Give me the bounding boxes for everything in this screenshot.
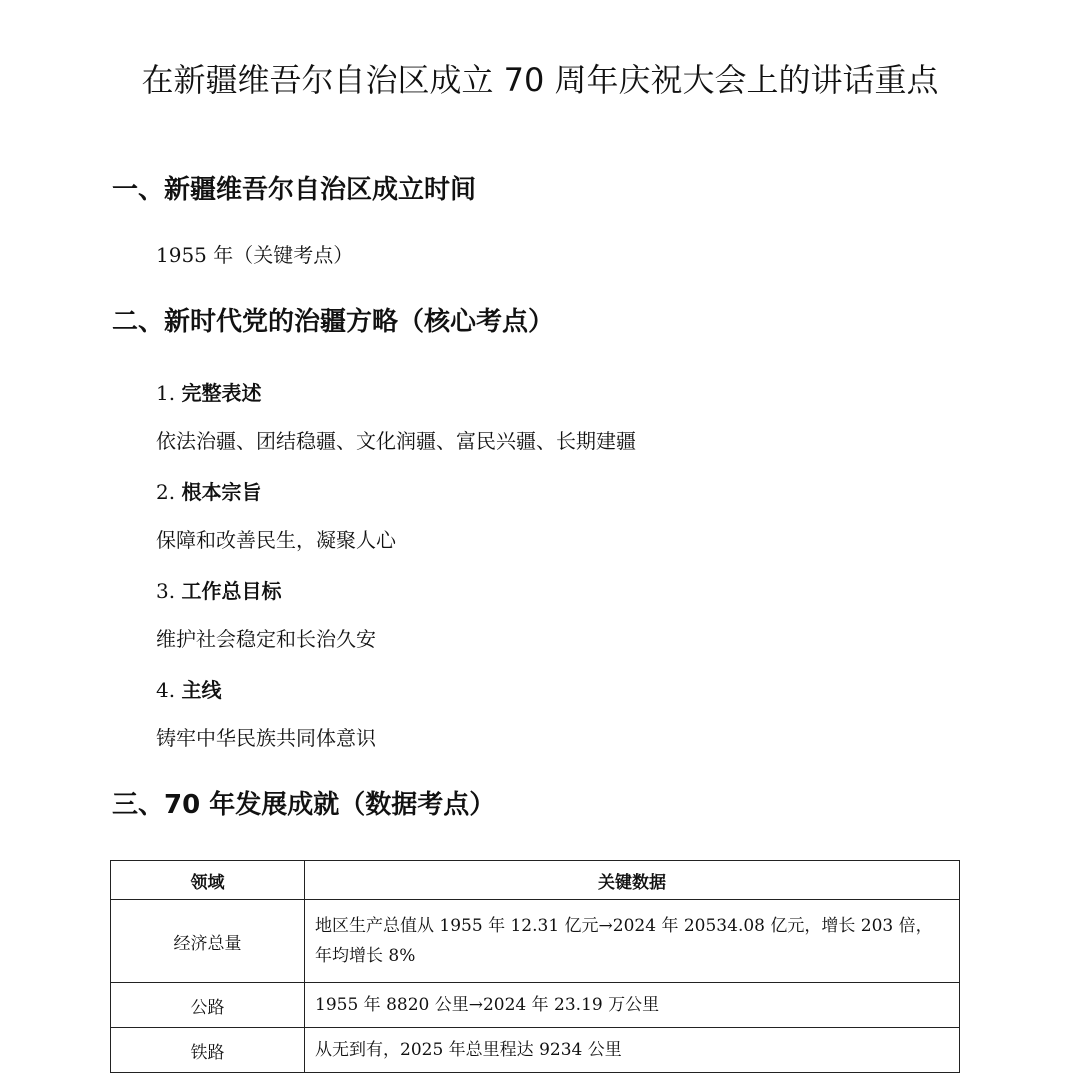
table-cell-data: 地区生产总值从 1955 年 12.31 亿元→2024 年 20534.08 亿元，增长 203 倍，年均增长 8% [305,900,960,983]
item-1-text: 依法治疆、团结稳疆、文化润疆、富民兴疆、长期建疆 [156,429,636,453]
item-3-text: 维护社会稳定和长治久安 [156,627,376,651]
table-cell-field: 铁路 [111,1028,305,1073]
table-row [111,983,960,1028]
section-2-heading: 二、新时代党的治疆方略（核心考点） [112,307,555,337]
item-3-number: 3. [156,579,176,603]
table-cell-field: 经济总量 [111,900,305,983]
table-cell-data: 从无到有，2025 年总里程达 9234 公里 [305,1028,960,1073]
item-3-label: 工作总目标 [181,579,282,603]
table-header-data: 关键数据 [305,861,960,900]
table-cell-field: 公路 [111,983,305,1028]
item-1-label: 完整表述 [181,381,262,405]
item-2-number: 2. [156,480,176,504]
item-4-label: 主线 [181,678,222,702]
section-1-body: 1955 年（关键考点） [156,243,354,267]
section-1-heading: 一、新疆维吾尔自治区成立时间 [112,175,477,205]
table-row [111,1028,960,1073]
table-row [111,900,960,983]
item-1-heading [156,378,261,408]
item-3-heading [156,576,281,606]
section-3-heading: 三、70 年发展成就（数据考点） [112,790,496,820]
table-header-row [111,861,960,900]
item-1-number: 1. [156,381,176,405]
item-4-number: 4. [156,678,176,702]
item-2-heading [156,477,261,507]
table-header-field: 领域 [111,861,305,900]
achievements-table [110,860,960,1073]
item-4-heading [156,675,221,705]
item-2-text: 保障和改善民生，凝聚人心 [156,528,396,552]
document-title: 在新疆维吾尔自治区成立 70 周年庆祝大会上的讲话重点 [141,61,939,99]
item-4-text: 铸牢中华民族共同体意识 [156,726,376,750]
item-2-label: 根本宗旨 [181,480,262,504]
table-cell-data: 1955 年 8820 公里→2024 年 23.19 万公里 [305,983,960,1028]
